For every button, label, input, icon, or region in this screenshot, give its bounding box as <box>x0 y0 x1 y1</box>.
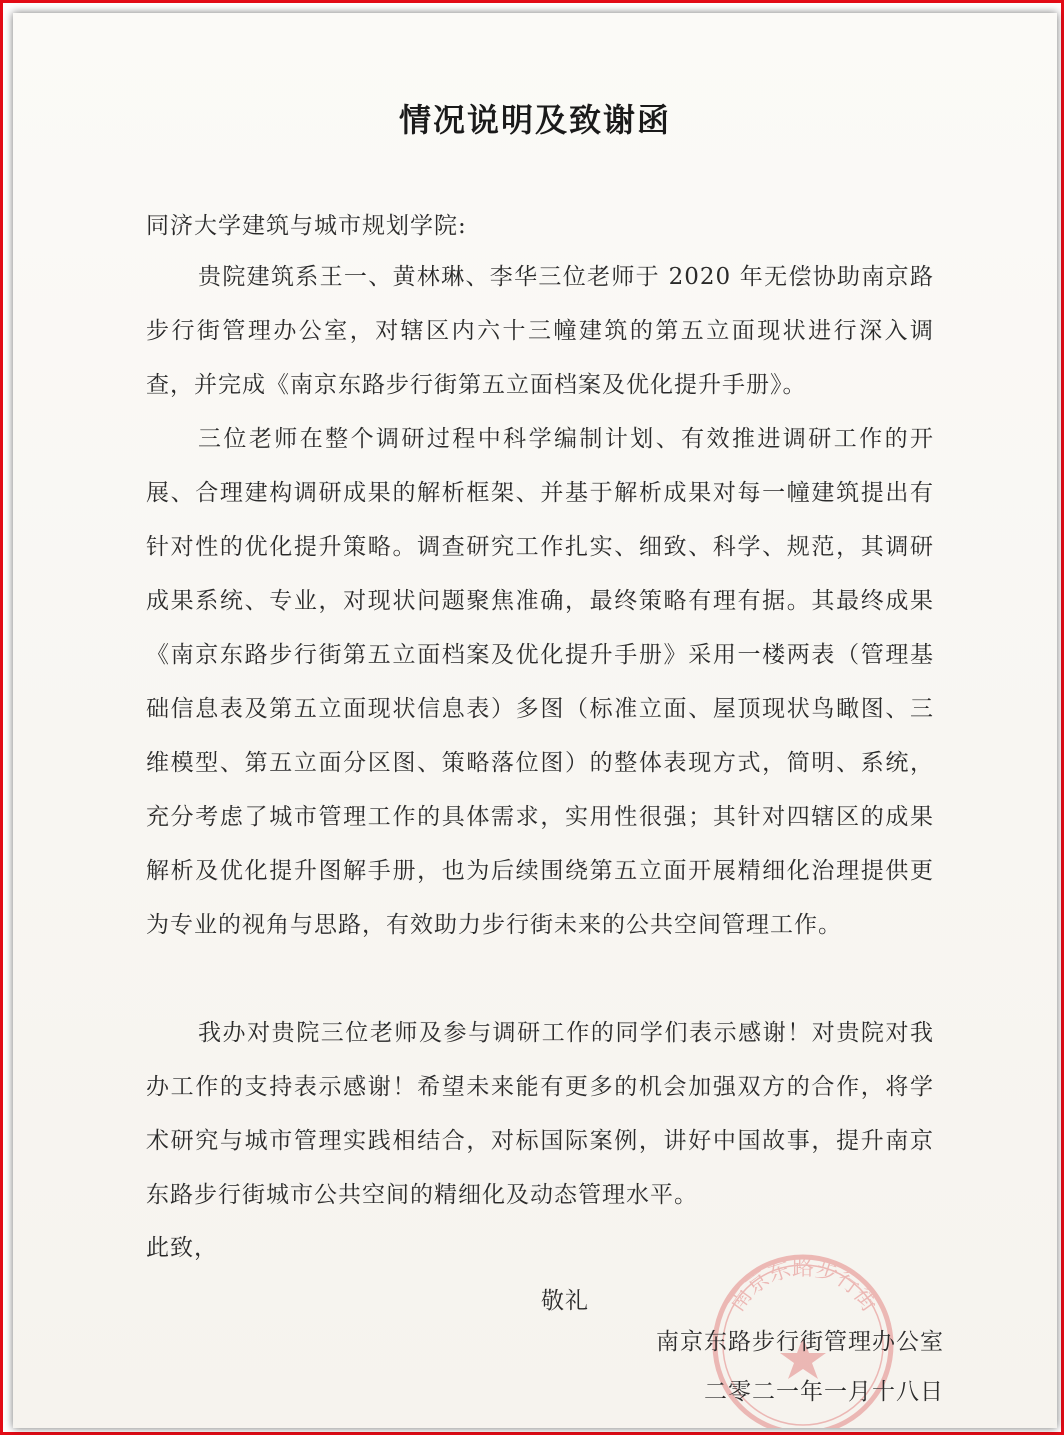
paragraph-2: 三位老师在整个调研过程中科学编制计划、有效推进调研工作的开展、合理建构调研成果的解析框架、并基于解析成果对每一幢建筑提出有针对性的优化提升策略。调查研究工作扎实、细致、科学、规范，其调研成果系统、专业，对现状问题聚焦准确，最终策略有理有据。其最终成果《南京东路步行街第五立面档案及优化提升手册》采用一楼两表（管理基础信息表及第五立面现状信息表）多图（标准立面、屋顶现状鸟瞰图、三维模型、第五立面分区图、策略落位图）的整体表现方式，简明、系统，充分考虑了城市管理工作的具体需求，实用性很强；其针对四辖区的成果解析及优化提升图解手册，也为后续围绕第五立面开展精细化治理提供更为专业的视角与思路，有效助力步行街未来的公共空间管理工作。 <box>146 426 934 938</box>
paragraph-1: 贵院建筑系王一、黄林琳、李华三位老师于 2020 年无偿协助南京路步行街管理办公室，对辖区内六十三幢建筑的第五立面现状进行深入调查，并完成《南京东路步行街第五立面档案及优化提升手册》。 <box>146 264 934 398</box>
letter-paper <box>13 13 1057 1428</box>
sender-name: 南京东路步行街管理办公室 <box>656 1329 944 1355</box>
closing: 此致， <box>146 1235 218 1261</box>
paragraph-3: 我办对贵院三位老师及参与调研工作的同学们表示感谢！对贵院对我办工作的支持表示感谢！希望未来能有更多的机会加强双方的合作，将学术研究与城市管理实践相结合，对标国际案例，讲好中国故事，提升南京东路步行街城市公共空间的精细化及动态管理水平。 <box>146 1020 934 1208</box>
letter-date: 二零二一年一月十八日 <box>704 1379 944 1405</box>
letter-title: 情况说明及致谢函 <box>398 101 671 139</box>
seal-text: 南京东路步行街 <box>724 1256 882 1317</box>
salutation: 同济大学建筑与城市规划学院: <box>146 213 467 239</box>
regards: 敬礼 <box>541 1288 589 1314</box>
